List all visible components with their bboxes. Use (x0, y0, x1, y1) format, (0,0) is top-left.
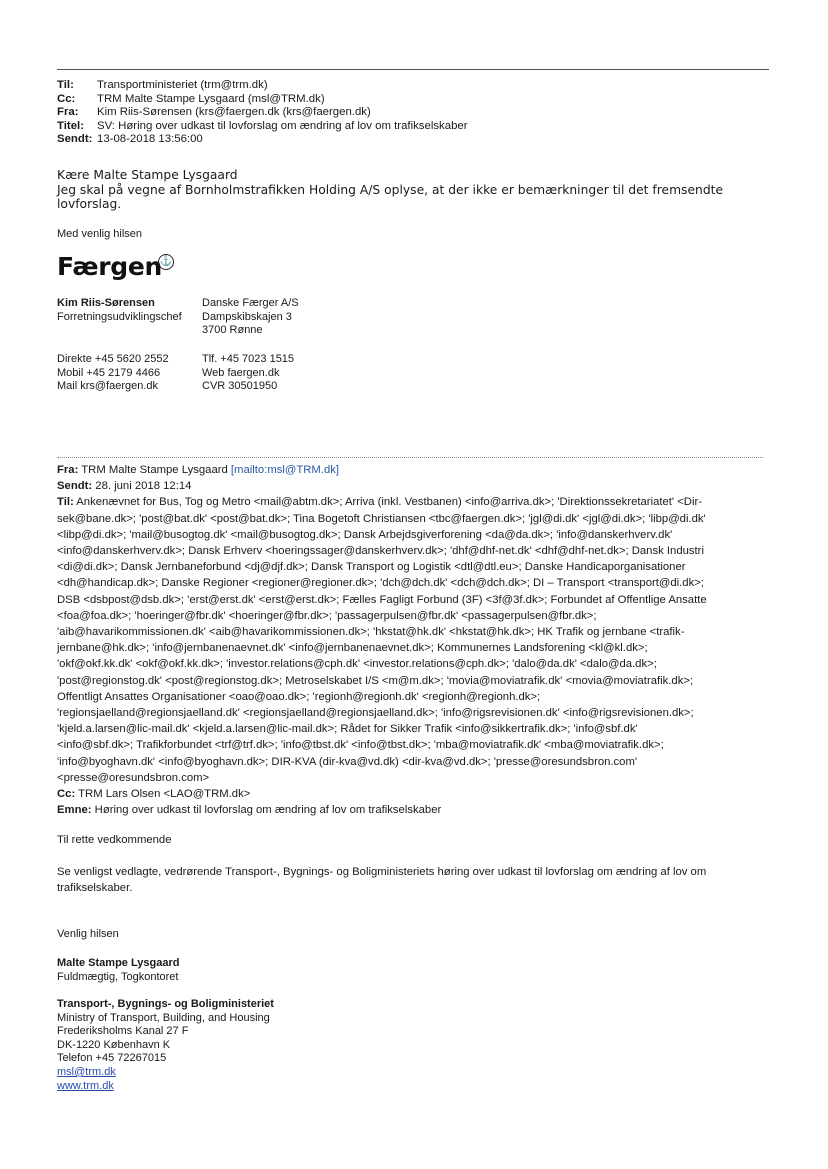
fwd-to-line: Offentligt Ansattes Organisationer <oao@oao.dk>; 'regionh@regionh.dk' <regionh@regionh.dk>; (57, 690, 541, 703)
fwd-to-label: Til: (57, 496, 74, 509)
fwd-subject-label: Emne: (57, 804, 92, 817)
fwd-to-text: Ankenævnet for Bus, Tog og Metro <mail@abtm.dk>; Arriva (inkl. Vestbanen) <info@arriva.dk>; 'Direktionssekretariatet' <Dir- (76, 496, 703, 509)
sig-city: 3700 Rønne (202, 324, 263, 337)
fwd-to-line: 'post@regionstog.dk' <post@regionstog.dk>; Metroselskabet I/S <m@m.dk>; 'movia@moviatrafik.dk' <movia@moviatrafik.dk>; (57, 674, 694, 687)
sig-title: Forretningsudviklingschef (57, 310, 182, 323)
fwd-to-line: 'regionsjaelland@regionsjaelland.dk' <regionsjaelland@regionsjaelland.dk>; 'info@rigsrevisionen.dk' <info@rigsrevisionen.dk>; (57, 707, 694, 720)
fwd-body-line: Se venligst vedlagte, vedrørende Transport-, Bygnings- og Boligministeriets høring over udkast til lovforslag om ændring af lov om (57, 866, 707, 878)
header-to (57, 79, 468, 93)
sig-web: Web faergen.dk (202, 366, 280, 379)
faergen-logo: Færgen (57, 252, 162, 281)
header-subject-value: SV: Høring over udkast til lovforslag om ændring af lov om trafikselskaber (97, 119, 468, 132)
sig-cvr: CVR 30501950 (202, 380, 278, 393)
signature2-ministry (57, 998, 274, 1093)
fwd-subject (57, 802, 765, 818)
fwd-cc-label: Cc: (57, 788, 76, 801)
fwd-sent-label: Sendt: (57, 480, 93, 493)
forward-divider (57, 457, 763, 458)
fwd-body-line: trafikselskaber. (57, 882, 133, 895)
fwd-to-line: jernbane@hk.dk>; 'info@jernbanenaevnet.dk' <info@jernbanenaevnet.dk>; Kommunernes Landsforening <kl@kl.dk>; (57, 642, 648, 655)
sig2-web-link[interactable]: www.trm.dk (57, 1079, 114, 1092)
header-subject (57, 120, 468, 134)
fwd-subject-value: Høring over udkast til lovforslag om ændring af lov om trafikselskaber (94, 804, 442, 817)
signature-person (57, 297, 182, 324)
fwd-from-label: Fra: (57, 464, 79, 476)
fwd-to-line: 'info@byoghavn.dk' <info@byoghavn.dk>; DIR-KVA (dir-kva@vd.dk) <dir-kva@vd.dk>; 'presse@oresundsbron.com' (57, 755, 638, 768)
forwarded-header (57, 462, 765, 818)
sig2-ministry-en: Ministry of Transport, Building, and Housing (57, 1011, 270, 1024)
header-cc-label: Cc: (57, 92, 76, 105)
fwd-from-value: TRM Malte Stampe Lysgaard (81, 464, 228, 476)
fwd-closing: Venlig hilsen (57, 928, 119, 940)
anchor-icon: ⚓ (158, 254, 174, 270)
fwd-body (57, 864, 765, 896)
sig2-ministry: Transport-, Bygnings- og Boligministeriet (57, 998, 274, 1010)
fwd-sent-value: 28. juni 2018 12:14 (95, 480, 192, 493)
fwd-cc (57, 786, 765, 802)
sig-street: Dampskibskajen 3 (202, 310, 292, 323)
fwd-cc-value: TRM Lars Olsen <LAO@TRM.dk> (78, 788, 251, 801)
sig2-street: Frederiksholms Kanal 27 F (57, 1025, 189, 1038)
header-cc-value: TRM Malte Stampe Lysgaard (msl@TRM.dk) (97, 92, 325, 105)
header-to-label: Til: (57, 79, 74, 91)
header-subject-label: Titel: (57, 119, 85, 132)
fwd-to-line: <libp@di.dk>; 'mail@busogtog.dk' <mail@busogtog.dk>; Dansk Arbejdsgiverforening <da@da.dk>; 'info@danskerhverv.dk' (57, 528, 673, 541)
reply-greeting: Kære Malte Stampe Lysgaard (57, 168, 238, 182)
fwd-to-line (57, 494, 765, 510)
signature-contact-right (202, 353, 294, 394)
fwd-to-line: 'aib@havarikommissionen.dk' <aib@havarikommissionen.dk>; 'hkstat@hk.dk' <hkstat@hk.dk>; HK Trafik og jernbane <trafik- (57, 626, 685, 639)
sig2-title: Fuldmægtig, Togkontoret (57, 970, 179, 983)
sig2-name: Malte Stampe Lysgaard (57, 957, 180, 969)
fwd-from (57, 462, 765, 478)
sig-phone: Tlf. +45 7023 1515 (202, 353, 295, 365)
header-cc (57, 93, 468, 107)
header-from (57, 106, 468, 120)
header-from-value: Kim Riis-Sørensen (krs@faergen.dk (krs@faergen.dk) (97, 106, 371, 119)
sig-direct: Direkte +45 5620 2552 (57, 353, 169, 365)
fwd-to (57, 494, 765, 786)
sig-mobile: Mobil +45 2179 4466 (57, 366, 161, 379)
sig2-phone: Telefon +45 72267015 (57, 1052, 167, 1065)
header-to-value: Transportministeriet (trm@trm.dk) (97, 79, 268, 91)
top-divider (57, 69, 769, 70)
fwd-sent (57, 478, 765, 494)
fwd-to-line: <presse@oresundsbron.com> (57, 771, 210, 784)
fwd-to-line: sek@bane.dk>; 'post@bat.dk' <post@bat.dk>; Tina Bogetoft Christiansen <tbc@faergen.dk>; 'jgl@di.dk' <jgl@di.dk>; 'libp@di.dk' (57, 512, 706, 525)
fwd-to-line: <info@danskerhverv.dk>; Dansk Erhverv <hoeringssager@danskerhverv.dk>; 'dhf@dhf-net.dk' <dhf@dhf-net.dk>; Dansk Industri (57, 545, 704, 558)
email-header (57, 79, 468, 147)
signature-company (202, 297, 299, 338)
header-from-label: Fra: (57, 106, 79, 119)
sig2-city: DK-1220 København K (57, 1038, 171, 1051)
header-sent-value: 13-08-2018 13:56:00 (97, 133, 203, 146)
fwd-to-line: <foa@foa.dk>; 'hoeringer@fbr.dk' <hoeringer@fbr.dk>; 'passagerpulsen@fbr.dk' <passagerpulsen@fbr.dk>; (57, 609, 597, 622)
sig-name: Kim Riis-Sørensen (57, 297, 155, 309)
fwd-to-line: <dh@handicap.dk>; Danske Regioner <regioner@regioner.dk>; 'dch@dch.dk' <dch@dch.dk>; DI – Transport <transport@di.dk>; (57, 577, 704, 590)
sig-company: Danske Færger A/S (202, 297, 299, 309)
reply-body (57, 168, 777, 212)
fwd-to-line: <info@sbf.dk>; Trafikforbundet <trf@trf.dk>; 'info@tbst.dk' <info@tbst.dk>; 'mba@moviatrafik.dk' <mba@moviatrafik.dk>; (57, 739, 664, 752)
signature2-person (57, 957, 179, 984)
reply-text: Jeg skal på vegne af Bornholmstrafikken Holding A/S oplyse, at der ikke er bemærkninger til det fremsendte lovforslag. (57, 182, 724, 211)
fwd-to-line: 'okf@okf.kk.dk' <okf@okf.kk.dk>; 'investor.relations@cph.dk' <investor.relations@cph.dk>; 'dalo@da.dk' <dalo@da.dk>; (57, 658, 657, 671)
fwd-salutation: Til rette vedkommende (57, 834, 172, 846)
signature-contact-left (57, 353, 169, 394)
header-sent (57, 133, 468, 147)
fwd-to-line: DSB <dsbpost@dsb.dk>; 'erst@erst.dk' <erst@erst.dk>; Fælles Fagligt Forbund (3F) <3f@3f.dk>; Forbundet af Offentlige Ansatte (57, 593, 707, 606)
fwd-to-line: <di@di.dk>; Dansk Jernbaneforbund <dj@djf.dk>; Dansk Transport og Logistik <dtl@dtl.eu>; Danske Handicaporganisationer (57, 561, 686, 574)
header-sent-label: Sendt: (57, 133, 93, 146)
sig2-email-link[interactable]: msl@trm.dk (57, 1065, 116, 1078)
fwd-to-line: 'kjeld.a.larsen@lic-mail.dk' <kjeld.a.larsen@lic-mail.dk>; Rådet for Sikker Trafik <info@sikkertrafik.dk>; 'info@sbf.dk' (57, 723, 638, 736)
fwd-from-mailto[interactable]: [mailto:msl@TRM.dk] (230, 464, 340, 476)
sig-mail: Mail krs@faergen.dk (57, 380, 159, 393)
reply-closing: Med venlig hilsen (57, 228, 142, 240)
